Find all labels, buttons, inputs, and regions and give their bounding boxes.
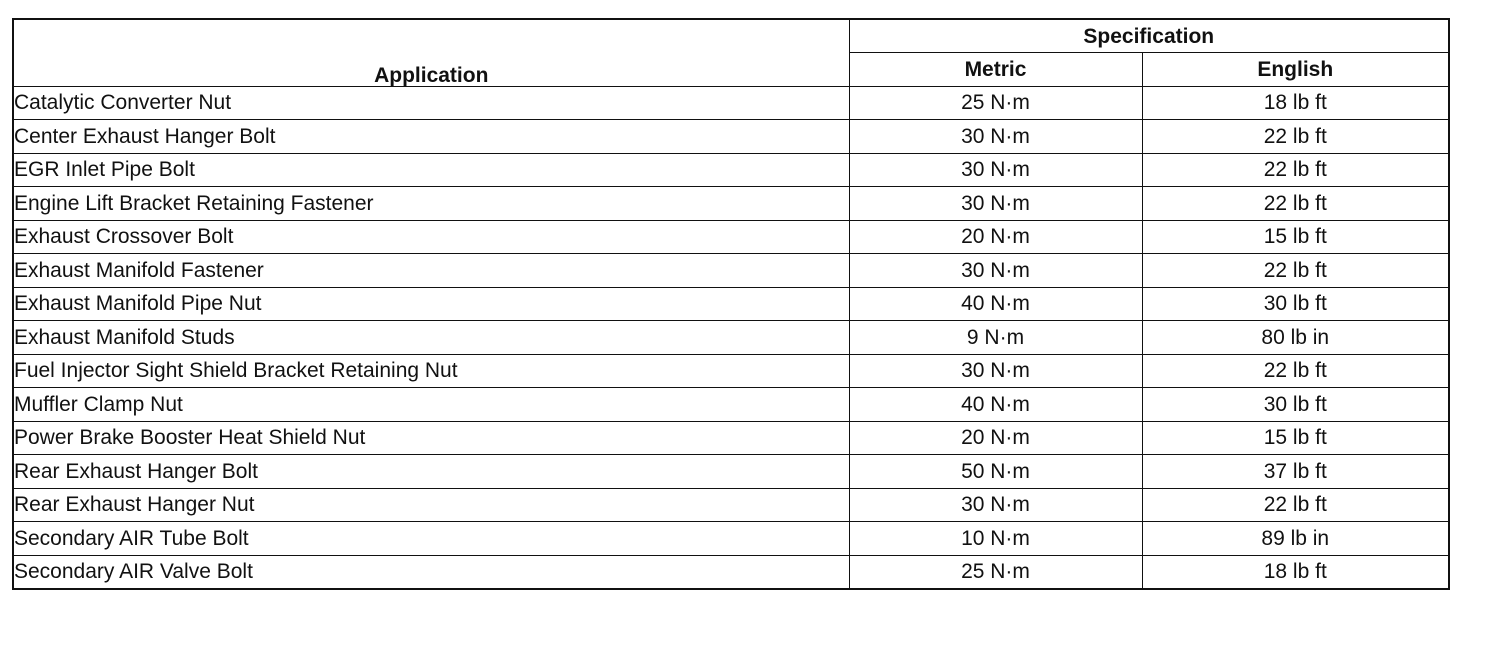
table-row xyxy=(13,220,1449,254)
application-cell: Rear Exhaust Hanger Bolt xyxy=(13,455,849,489)
metric-cell: 30 N·m xyxy=(849,120,1142,154)
english-cell: 15 lb ft xyxy=(1142,220,1449,254)
table-row xyxy=(13,488,1449,522)
table-row xyxy=(13,86,1449,120)
english-cell: 18 lb ft xyxy=(1142,86,1449,120)
table-row xyxy=(13,388,1449,422)
english-cell: 80 lb in xyxy=(1142,321,1449,355)
metric-cell: 20 N·m xyxy=(849,220,1142,254)
application-cell: Exhaust Manifold Fastener xyxy=(13,254,849,288)
application-cell: Exhaust Manifold Studs xyxy=(13,321,849,355)
application-cell: Exhaust Manifold Pipe Nut xyxy=(13,287,849,321)
application-cell: Secondary AIR Valve Bolt xyxy=(13,555,849,589)
metric-cell: 25 N·m xyxy=(849,555,1142,589)
english-header: English xyxy=(1142,53,1449,87)
table-row xyxy=(13,120,1449,154)
application-cell: Engine Lift Bracket Retaining Fastener xyxy=(13,187,849,221)
metric-header: Metric xyxy=(849,53,1142,87)
metric-cell: 30 N·m xyxy=(849,187,1142,221)
table-row xyxy=(13,455,1449,489)
table-header xyxy=(13,19,1449,86)
english-cell: 18 lb ft xyxy=(1142,555,1449,589)
application-cell: Secondary AIR Tube Bolt xyxy=(13,522,849,556)
metric-cell: 30 N·m xyxy=(849,354,1142,388)
metric-cell: 40 N·m xyxy=(849,388,1142,422)
table-row xyxy=(13,522,1449,556)
application-cell: Power Brake Booster Heat Shield Nut xyxy=(13,421,849,455)
metric-cell: 9 N·m xyxy=(849,321,1142,355)
table-row xyxy=(13,354,1449,388)
english-cell: 22 lb ft xyxy=(1142,120,1449,154)
application-cell: Muffler Clamp Nut xyxy=(13,388,849,422)
table-body xyxy=(13,86,1449,589)
metric-cell: 30 N·m xyxy=(849,153,1142,187)
table-row xyxy=(13,153,1449,187)
application-cell: Catalytic Converter Nut xyxy=(13,86,849,120)
table-row xyxy=(13,287,1449,321)
application-cell: Exhaust Crossover Bolt xyxy=(13,220,849,254)
english-cell: 22 lb ft xyxy=(1142,488,1449,522)
application-cell: Center Exhaust Hanger Bolt xyxy=(13,120,849,154)
english-cell: 37 lb ft xyxy=(1142,455,1449,489)
table-row xyxy=(13,555,1449,589)
english-cell: 22 lb ft xyxy=(1142,254,1449,288)
header-row-top xyxy=(13,19,1449,53)
english-cell: 30 lb ft xyxy=(1142,287,1449,321)
application-cell: EGR Inlet Pipe Bolt xyxy=(13,153,849,187)
application-cell: Rear Exhaust Hanger Nut xyxy=(13,488,849,522)
metric-cell: 30 N·m xyxy=(849,254,1142,288)
metric-cell: 40 N·m xyxy=(849,287,1142,321)
specification-header: Specification xyxy=(849,19,1449,53)
metric-cell: 50 N·m xyxy=(849,455,1142,489)
table-row xyxy=(13,421,1449,455)
metric-cell: 25 N·m xyxy=(849,86,1142,120)
english-cell: 30 lb ft xyxy=(1142,388,1449,422)
application-cell: Fuel Injector Sight Shield Bracket Retaining Nut xyxy=(13,354,849,388)
table-row xyxy=(13,187,1449,221)
table-row xyxy=(13,254,1449,288)
english-cell: 22 lb ft xyxy=(1142,153,1449,187)
english-cell: 89 lb in xyxy=(1142,522,1449,556)
fastener-torque-table xyxy=(12,18,1450,590)
metric-cell: 30 N·m xyxy=(849,488,1142,522)
metric-cell: 10 N·m xyxy=(849,522,1142,556)
english-cell: 22 lb ft xyxy=(1142,187,1449,221)
english-cell: 15 lb ft xyxy=(1142,421,1449,455)
application-header: Application xyxy=(13,19,849,86)
table-row xyxy=(13,321,1449,355)
english-cell: 22 lb ft xyxy=(1142,354,1449,388)
metric-cell: 20 N·m xyxy=(849,421,1142,455)
